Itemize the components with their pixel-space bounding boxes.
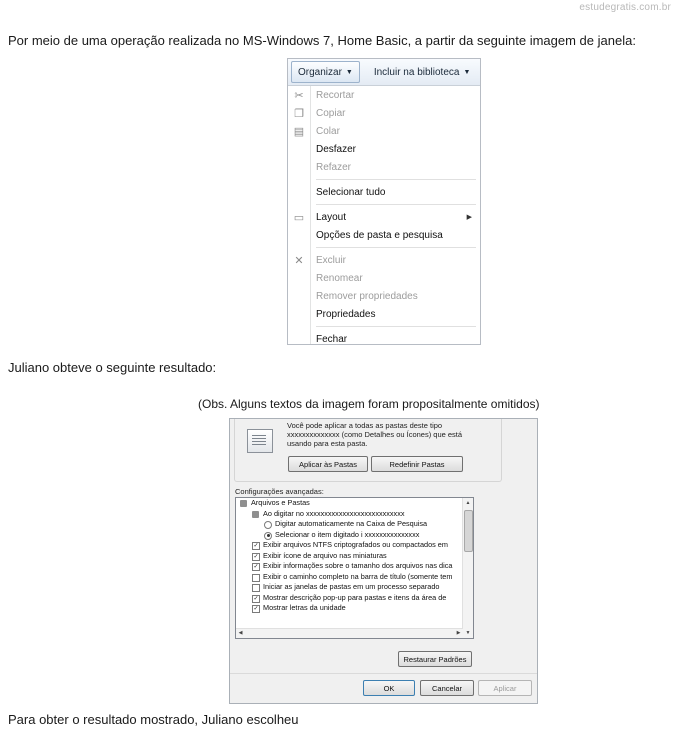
folder-options-dialog [229, 418, 538, 704]
checkbox[interactable]: ✓ [253, 606, 259, 612]
explorer-toolbar [288, 59, 480, 86]
apply-to-folders-button[interactable]: Aplicar às Pastas [288, 456, 368, 472]
scissors-icon: ✂ [294, 89, 304, 102]
menu-item-label: Selecionar tudo [316, 186, 386, 198]
scroll-down-icon[interactable]: ▼ [465, 630, 471, 636]
question-intro: Por meio de uma operação realizada no MS-Windows 7, Home Basic, a partir da seguinte imagem de janela: [8, 33, 636, 48]
menu-item-label: Opções de pasta e pesquisa [316, 229, 443, 241]
folder-icon [240, 500, 247, 507]
checkbox[interactable]: ✓ [253, 595, 259, 602]
organize-dropdown-menu [288, 86, 480, 345]
organize-label: Organizar [298, 66, 342, 78]
delete-icon: ✕ [294, 254, 304, 267]
paste-icon: ▤ [293, 125, 305, 138]
advanced-settings-label: Configurações avançadas: [235, 487, 324, 496]
tree-row-label: Arquivos e Pastas [251, 498, 310, 507]
menu-item-label: Copiar [316, 107, 346, 119]
folder-views-description: Você pode aplicar a todas as pastas deste tipo xxxxxxxxxxxxxx (como Detalhes ou Ícones) que está usando para esta pasta. [287, 421, 463, 448]
apply-button: Aplicar [478, 680, 532, 696]
omitted-note: (Obs. Alguns textos da imagem foram propositalmente omitidos) [198, 397, 540, 411]
menu-item [288, 86, 480, 104]
menu-item-label: Remover propriedades [316, 290, 418, 302]
menu-separator [288, 323, 480, 330]
include-in-library-label: Incluir na biblioteca [373, 66, 460, 78]
menu-separator [288, 201, 480, 208]
tree-row-label: Iniciar as janelas de pastas em um processo separado [263, 582, 440, 591]
chevron-down-icon: ▼ [463, 68, 471, 76]
menu-item-label: Desfazer [316, 143, 357, 155]
copy-icon: ❐ [294, 107, 304, 120]
scroll-up-icon[interactable]: ▲ [465, 500, 471, 506]
tree-row[interactable] [236, 582, 473, 593]
menu-separator [288, 176, 480, 183]
include-in-library-button[interactable] [368, 62, 477, 82]
folder-view-icon [247, 429, 273, 453]
scroll-thumb[interactable] [464, 510, 473, 552]
dialog-divider [230, 673, 537, 674]
menu-item [288, 122, 480, 140]
tree-row-label: Digitar automaticamente na Caixa de Pesquisa [275, 519, 428, 528]
tree-row[interactable] [236, 530, 473, 541]
menu-item-label: Refazer [316, 161, 352, 173]
tree-row[interactable] [236, 603, 473, 614]
tree-row[interactable] [236, 519, 473, 530]
tree-horizontal-scrollbar[interactable] [236, 628, 463, 638]
menu-item-label: Propriedades [316, 308, 376, 320]
menu-item-label: Layout [316, 211, 347, 223]
chevron-down-icon: ▼ [345, 68, 353, 76]
menu-item [288, 104, 480, 122]
tree-row[interactable] [236, 561, 473, 572]
menu-item[interactable] [288, 226, 480, 244]
tree-row-label: Mostrar descrição pop-up para pastas e itens da área de [263, 592, 447, 602]
menu-item-label: Excluir [316, 254, 347, 266]
tree-row [236, 498, 473, 509]
chevron-right-icon: ▶ [466, 214, 472, 221]
watermark: estudegratis.com.br [579, 2, 671, 13]
tree-row[interactable] [236, 593, 473, 604]
tree-row-label: Selecionar o item digitado i xxxxxxxxxxxxxxx [275, 529, 420, 539]
result-intro: Juliano obteve o seguinte resultado: [8, 360, 217, 375]
radio-button[interactable] [264, 532, 272, 540]
layout-icon: ▭ [293, 211, 305, 224]
tree-row-label: Exibir informações sobre o tamanho dos arquivos nas dica [263, 561, 453, 570]
tree-row-label: Mostrar letras da unidade [263, 603, 346, 612]
menu-item[interactable] [288, 330, 480, 345]
cancel-button[interactable]: Cancelar [420, 680, 474, 696]
folder-views-group [234, 419, 502, 482]
tree-row[interactable] [236, 551, 473, 562]
menu-item[interactable] [288, 305, 480, 323]
menu-item-label: Renomear [316, 272, 363, 284]
checkbox[interactable]: ✓ [253, 543, 259, 549]
tree-vertical-scrollbar[interactable] [462, 498, 473, 638]
checkbox[interactable]: ✓ [253, 553, 259, 560]
menu-item[interactable] [288, 140, 480, 158]
explorer-organize-menu [287, 58, 481, 345]
tree-row [236, 509, 473, 520]
ok-button[interactable]: OK [363, 680, 415, 696]
tree-row-label: Ao digitar no xxxxxxxxxxxxxxxxxxxxxxxxxxx [263, 508, 405, 518]
checkbox[interactable] [252, 574, 260, 582]
tree-row-label: Exibir arquivos NTFS criptografados ou compactados em [263, 540, 448, 549]
radio-button[interactable] [264, 521, 272, 529]
menu-item-label: Colar [316, 125, 340, 137]
menu-item[interactable] [288, 183, 480, 201]
menu-separator [288, 244, 480, 251]
tree-row-label: Exibir o caminho completo na barra de título (somente tem [263, 571, 453, 581]
tree-row[interactable] [236, 540, 473, 551]
menu-item [288, 251, 480, 269]
advanced-settings-tree[interactable] [235, 497, 474, 639]
menu-item [288, 269, 480, 287]
scroll-left-icon[interactable]: ◀ [238, 630, 243, 636]
menu-item-label: Fechar [316, 333, 348, 345]
reset-folders-button[interactable]: Redefinir Pastas [371, 456, 463, 472]
menu-item [288, 158, 480, 176]
folder-icon [252, 511, 259, 518]
tree-row[interactable] [236, 572, 473, 583]
checkbox[interactable]: ✓ [253, 564, 259, 570]
checkbox[interactable] [252, 584, 260, 592]
tree-row-label: Exibir ícone de arquivo nas miniaturas [263, 550, 387, 560]
menu-item [288, 287, 480, 305]
menu-item-label: Recortar [316, 89, 355, 101]
restore-defaults-button[interactable]: Restaurar Padrões [398, 651, 472, 667]
scroll-right-icon[interactable]: ▶ [456, 630, 461, 636]
menu-item[interactable] [288, 208, 480, 226]
organize-button[interactable] [291, 61, 360, 83]
question-end: Para obter o resultado mostrado, Juliano escolheu [8, 712, 299, 727]
